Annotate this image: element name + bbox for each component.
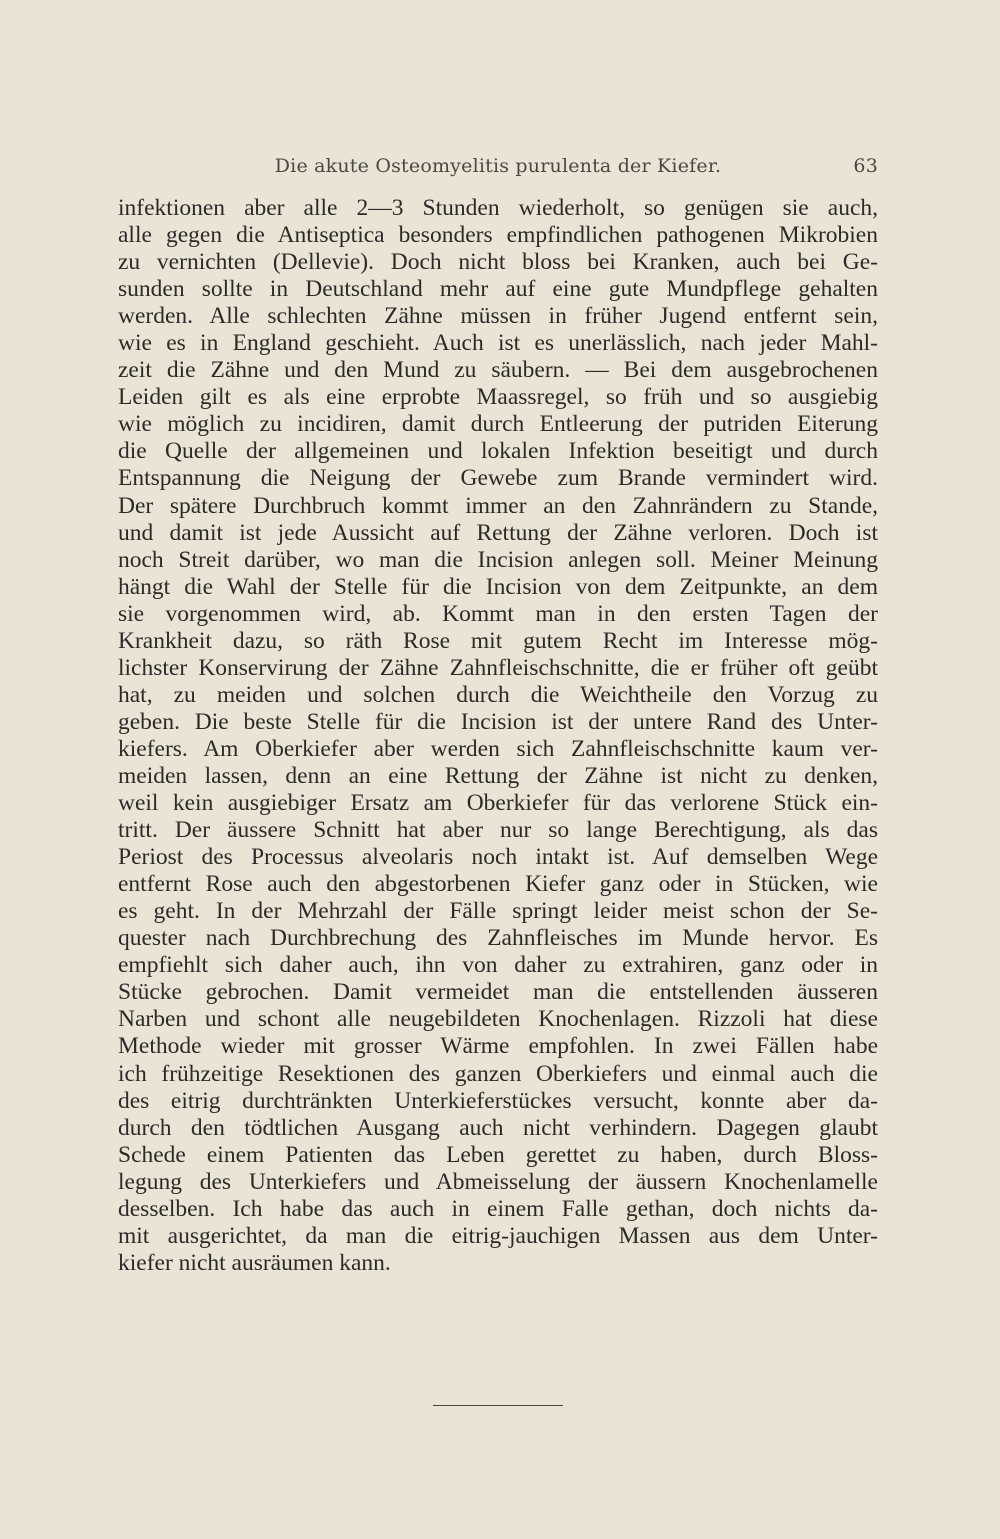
text-line: werden. Alle schlechten Zähne müssen in früher Jugend entfernt sein, <box>118 303 878 330</box>
text-line: geben. Die beste Stelle für die Incision ist der untere Rand des Unter- <box>118 708 878 735</box>
running-head <box>118 155 878 185</box>
body-paragraph <box>118 195 878 1277</box>
text-line: Krankheit dazu, so räth Rose mit gutem Recht im Interesse mög- <box>118 627 878 654</box>
text-line: Entspannung die Neigung der Gewebe zum Brande vermindert wird. <box>118 465 878 492</box>
text-line: Leiden gilt es als eine erprobte Maassregel, so früh und so ausgiebig <box>118 384 878 411</box>
text-line: hat, zu meiden und solchen durch die Weichtheile den Vorzug zu <box>118 681 878 708</box>
text-line: alle gegen die Antiseptica besonders empfindlichen pathogenen Mikrobien <box>118 222 878 249</box>
text-line: quester nach Durchbrechung des Zahnfleisches im Munde hervor. Es <box>118 925 878 952</box>
text-line: lichster Konservirung der Zähne Zahnfleischschnitte, die er früher oft geübt <box>118 654 878 681</box>
text-line: durch den tödtlichen Ausgang auch nicht verhindern. Dagegen glaubt <box>118 1114 878 1141</box>
text-line: Narben und schont alle neugebildeten Knochenlagen. Rizzoli hat diese <box>118 1006 878 1033</box>
text-line: Der spätere Durchbruch kommt immer an den Zahnrändern zu Stande, <box>118 492 878 519</box>
text-line: sie vorgenommen wird, ab. Kommt man in den ersten Tagen der <box>118 600 878 627</box>
text-line: weil kein ausgiebiger Ersatz am Oberkiefer für das verlorene Stück ein- <box>118 790 878 817</box>
text-line: desselben. Ich habe das auch in einem Falle gethan, doch nichts da- <box>118 1195 878 1222</box>
text-line: Stücke gebrochen. Damit vermeidet man die entstellenden äusseren <box>118 979 878 1006</box>
text-line: legung des Unterkiefers und Abmeisselung der äussern Knochenlamelle <box>118 1168 878 1195</box>
text-line: die Quelle der allgemeinen und lokalen Infektion beseitigt und durch <box>118 438 878 465</box>
text-line: kiefer nicht ausräumen kann. <box>118 1249 391 1276</box>
text-line: entfernt Rose auch den abgestorbenen Kiefer ganz oder in Stücken, wie <box>118 871 878 898</box>
text-line: Schede einem Patienten das Leben gerettet zu haben, durch Bloss- <box>118 1141 878 1168</box>
text-line: meiden lassen, denn an eine Rettung der Zähne ist nicht zu denken, <box>118 762 878 789</box>
text-line: infektionen aber alle 2—3 Stunden wiederholt, so genügen sie auch, <box>118 195 878 221</box>
text-line: wie es in England geschieht. Auch ist es unerlässlich, nach jeder Mahl- <box>118 330 878 357</box>
text-line: wie möglich zu incidiren, damit durch Entleerung der putriden Eiterung <box>118 411 878 438</box>
text-line: des eitrig durchtränkten Unterkieferstückes versucht, konnte aber da- <box>118 1087 878 1114</box>
page-number: 63 <box>853 155 878 177</box>
text-line: zeit die Zähne und den Mund zu säubern. — Bei dem ausgebrochenen <box>118 357 878 384</box>
text-line: und damit ist jede Aussicht auf Rettung der Zähne verloren. Doch ist <box>118 519 878 546</box>
text-line: hängt die Wahl der Stelle für die Incision von dem Zeitpunkte, an dem <box>118 573 878 600</box>
text-line: tritt. Der äussere Schnitt hat aber nur so lange Berechtigung, als das <box>118 817 878 844</box>
text-line: noch Streit darüber, wo man die Incision anlegen soll. Meiner Meinung <box>118 546 878 573</box>
text-line: Methode wieder mit grosser Wärme empfohlen. In zwei Fällen habe <box>118 1033 878 1060</box>
text-line: Periost des Processus alveolaris noch intakt ist. Auf demselben Wege <box>118 844 878 871</box>
text-line: es geht. In der Mehrzahl der Fälle springt leider meist schon der Se- <box>118 898 878 925</box>
text-line: ich frühzeitige Resektionen des ganzen Oberkiefers und einmal auch die <box>118 1060 878 1087</box>
text-line: mit ausgerichtet, da man die eitrig-jauchigen Massen aus dem Unter- <box>118 1222 878 1249</box>
end-rule <box>433 1405 563 1406</box>
text-line: kiefers. Am Oberkiefer aber werden sich Zahnfleischschnitte kaum ver- <box>118 735 878 762</box>
text-line: sunden sollte in Deutschland mehr auf eine gute Mundpflege gehalten <box>118 276 878 303</box>
running-title: Die akute Osteomyelitis purulenta der Kiefer. <box>274 155 722 177</box>
text-line: zu vernichten (Dellevie). Doch nicht bloss bei Kranken, auch bei Ge- <box>118 249 878 276</box>
text-line: empfiehlt sich daher auch, ihn von daher zu extrahiren, ganz oder in <box>118 952 878 979</box>
